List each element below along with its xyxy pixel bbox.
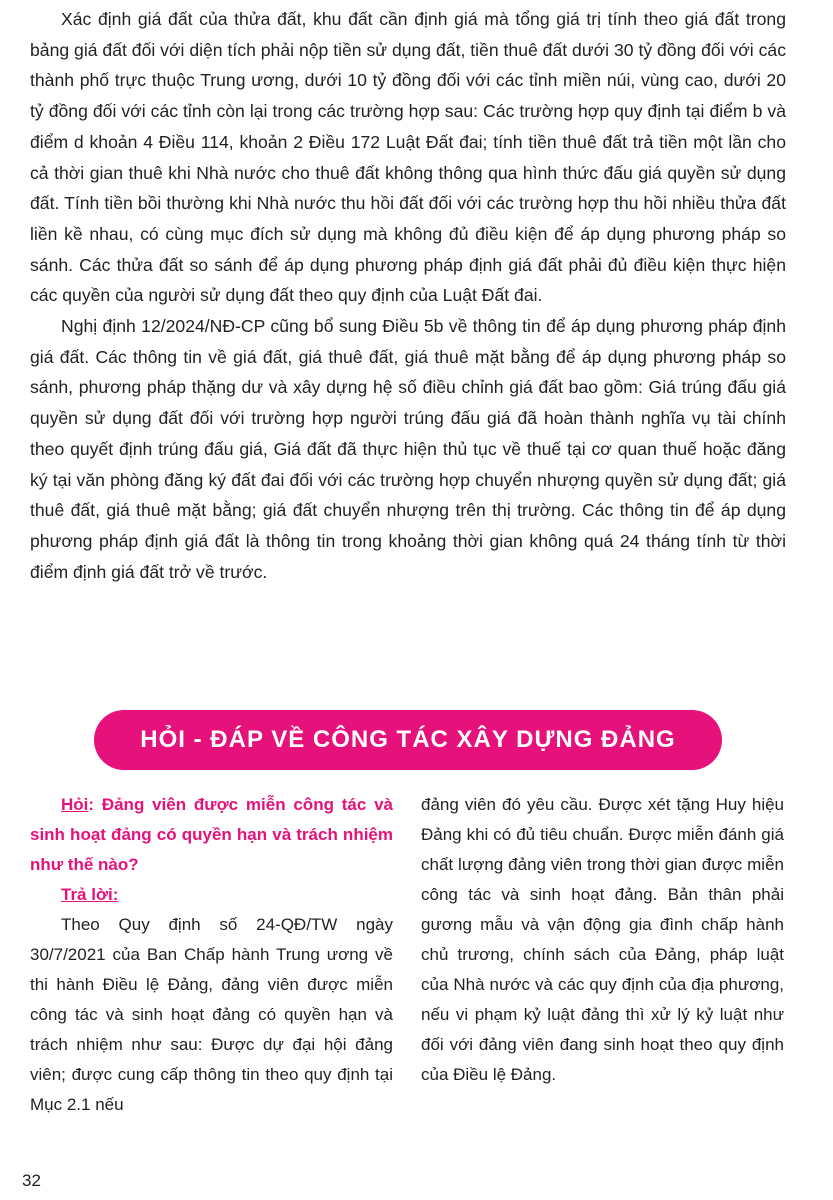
qa-left-column [30, 790, 393, 1120]
question-text: : Đảng viên được miễn công tác và sinh hoạt đảng có quyền hạn và trách nhiệm như thế nào? [30, 795, 393, 874]
answer-label-line [30, 880, 393, 910]
article-paragraph: Xác định giá đất của thửa đất, khu đất cần định giá mà tổng giá trị tính theo giá đất trong bảng giá đất đối với diện tích phải nộp tiền sử dụng đất, tiền thuê đất dưới 30 tỷ đồng đối với các thành phố trực thuộc Trung ương, dưới 10 tỷ đồng đối với các tỉnh miền núi, vùng cao, dưới 20 tỷ đồng đối với các tỉnh còn lại trong các trường hợp sau: Các trường hợp quy định tại điểm b và điểm d khoản 4 Điều 114, khoản 2 Điều 172 Luật Đất đai; tính tiền thuê đất trả tiền một lần cho cả thời gian thuê khi Nhà nước cho thuê đất không thông qua hình thức đấu giá quyền sử dụng đất. Tính tiền bồi thường khi Nhà nước thu hồi đất đối với các trường hợp thu hồi nhiều thửa đất liền kề nhau, có cùng mục đích sử dụng mà không đủ điều kiện để áp dụng phương pháp so sánh. Các thửa đất so sánh để áp dụng phương pháp định giá đất phải đủ điều kiện thực hiện các quyền của người sử dụng đất theo quy định của Luật Đất đai. [30, 9, 786, 306]
article-paragraph: Nghị định 12/2024/NĐ-CP cũng bổ sung Điều 5b về thông tin để áp dụng phương pháp định giá đất. Các thông tin về giá đất, giá thuê đất, giá thuê mặt bằng để áp dụng phương pháp so sánh, phương pháp thặng dư và xây dựng hệ số điều chỉnh giá đất bao gồm: Giá trúng đấu giá quyền sử dụng đất đối với trường hợp người trúng đấu giá đã hoàn thành nghĩa vụ tài chính theo quyết định trúng đấu giá, Giá đất đã thực hiện thủ tục về thuế tại cơ quan thuế hoặc đăng ký tại văn phòng đăng ký đất đai đối với các trường hợp chuyển nhượng quyền sử dụng đất; giá thuê đất, giá thuê mặt bằng; giá đất chuyển nhượng trên thị trường. Các thông tin để áp dụng phương pháp định giá đất là thông tin trong khoảng thời gian không quá 24 tháng tính từ thời điểm định giá đất trở về trước. [30, 316, 786, 582]
page-number: 32 [22, 1171, 41, 1190]
answer-label: Trả lời: [61, 885, 119, 904]
qa-right-column [421, 790, 784, 1090]
question-label: Hỏi [61, 795, 89, 814]
section-banner [94, 710, 722, 770]
question [30, 790, 393, 880]
article-body [30, 4, 786, 587]
answer-text-left: Theo Quy định số 24-QĐ/TW ngày 30/7/2021 của Ban Chấp hành Trung ương về thi hành Điều lệ Đảng, đảng viên được miễn công tác và sinh hoạt đảng có quyền hạn và trách nhiệm như sau: Được dự đại hội đảng viên; được cung cấp thông tin theo quy định tại Mục 2.1 nếu [30, 915, 393, 1114]
section-title: HỎI - ĐÁP VỀ CÔNG TÁC XÂY DỰNG ĐẢNG [140, 726, 676, 753]
answer-text-right: đảng viên đó yêu cầu. Được xét tặng Huy hiệu Đảng khi có đủ tiêu chuẩn. Được miễn đánh giá chất lượng đảng viên trong thời gian được miễn công tác và sinh hoạt đảng. Bản thân phải gương mẫu và vận động gia đình chấp hành chủ trương, chính sách của Đảng, pháp luật của Nhà nước và các quy định của địa phương, nếu vi phạm kỷ luật đảng thì xử lý kỷ luật như đối với đảng viên đang sinh hoạt theo quy định của Điều lệ Đảng. [421, 795, 784, 1084]
